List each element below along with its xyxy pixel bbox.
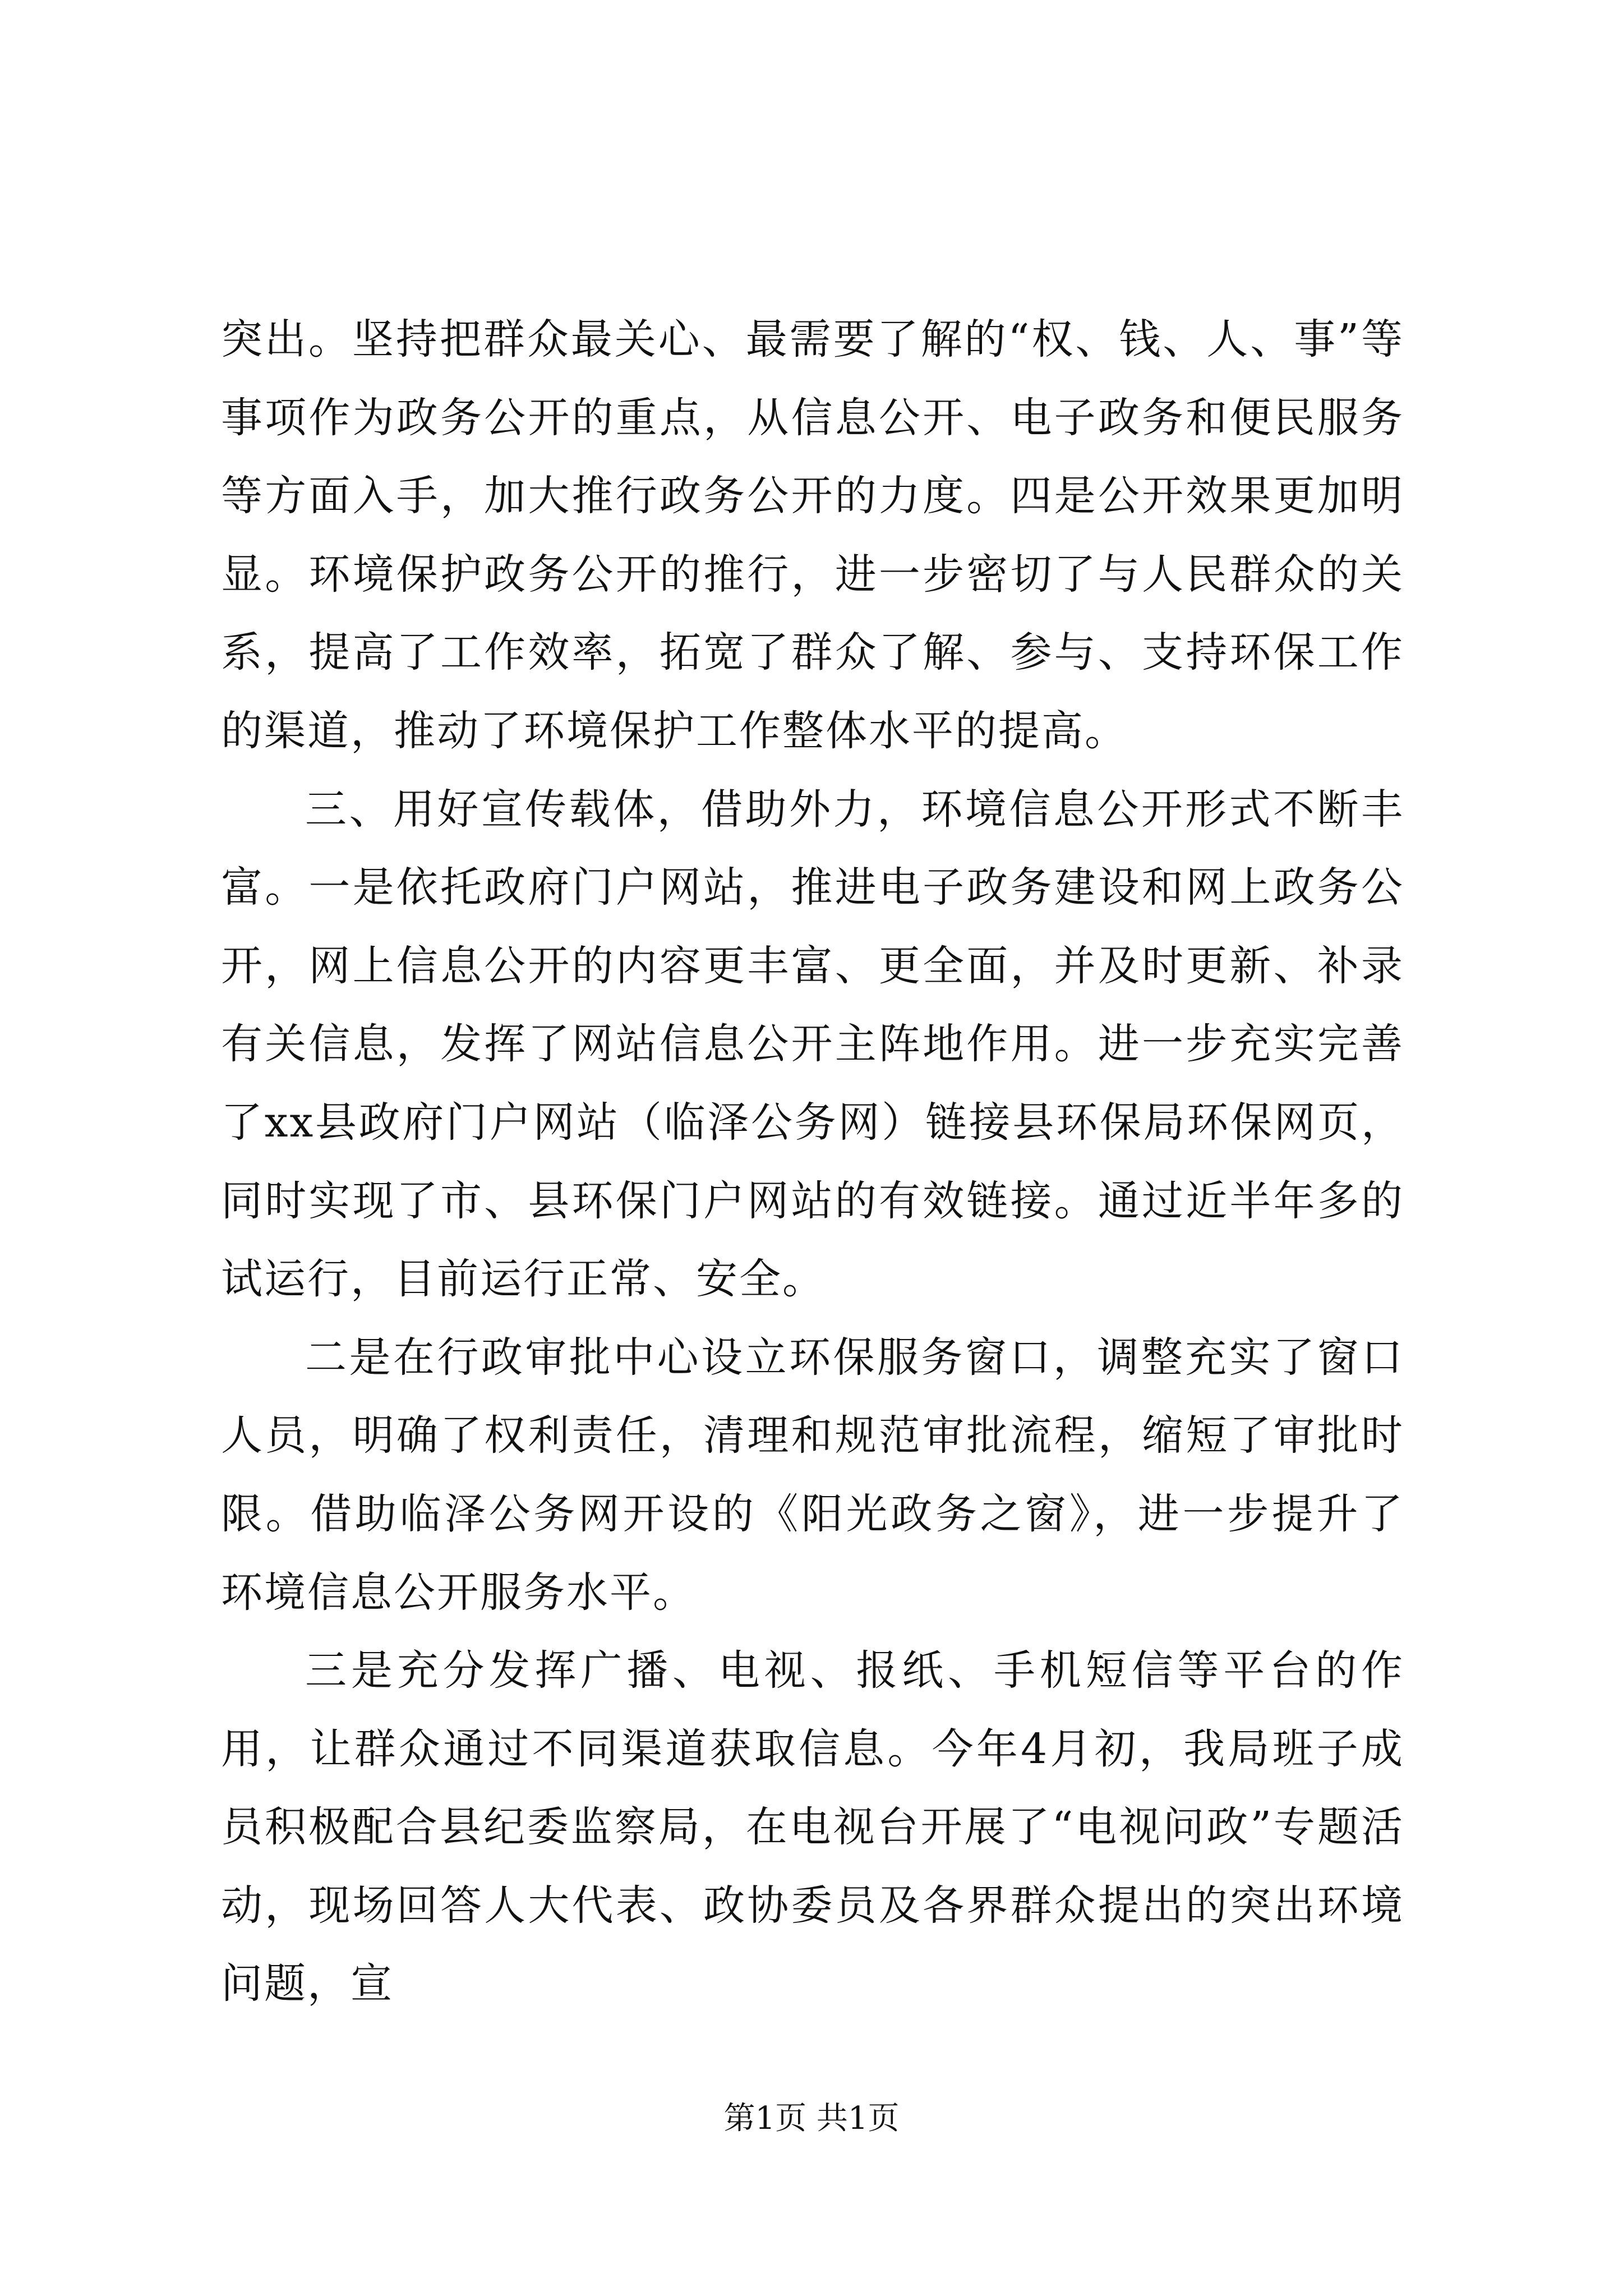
document-body	[221, 301, 1404, 2023]
paragraph-3: 二是在行政审批中心设立环保服务窗口，调整充实了窗口人员，明确了权利责任，清理和规范审批流程，缩短了审批时限。借助临泽公务网开设的《阳光政务之窗》，进一步提升了环境信息公开服务水平。	[221, 1333, 1404, 1617]
paragraph-2: 三、用好宣传载体，借助外力，环境信息公开形式不断丰富。一是依托政府门户网站，推进电子政务建设和网上政务公开，网上信息公开的内容更丰富、更全面，并及时更新、补录有关信息，发挥了网站信息公开主阵地作用。进一步充实完善了xx县政府门户网站（临泽公务网）链接县环保局环保网页，同时实现了市、县环保门户网站的有效链接。通过近半年多的试运行，目前运行正常、安全。	[221, 785, 1404, 1304]
paragraph-4: 三是充分发挥广播、电视、报纸、手机短信等平台的作用，让群众通过不同渠道获取信息。今年4月初，我局班子成员积极配合县纪委监察局，在电视台开展了“电视问政”专题活动，现场回答人大代表、政协委员及各界群众提出的突出环境问题，宣	[221, 1646, 1404, 2008]
page-footer: 第1页 共1页	[723, 2100, 900, 2137]
paragraph-1: 突出。坚持把群众最关心、最需要了解的“权、钱、人、事”等事项作为政务公开的重点，从信息公开、电子政务和便民服务等方面入手，加大推行政务公开的力度。四是公开效果更加明显。环境保护政务公开的推行，进一步密切了与人民群众的关系，提高了工作效率，拓宽了群众了解、参与、支持环保工作的渠道，推动了环境保护工作整体水平的提高。	[221, 315, 1404, 755]
